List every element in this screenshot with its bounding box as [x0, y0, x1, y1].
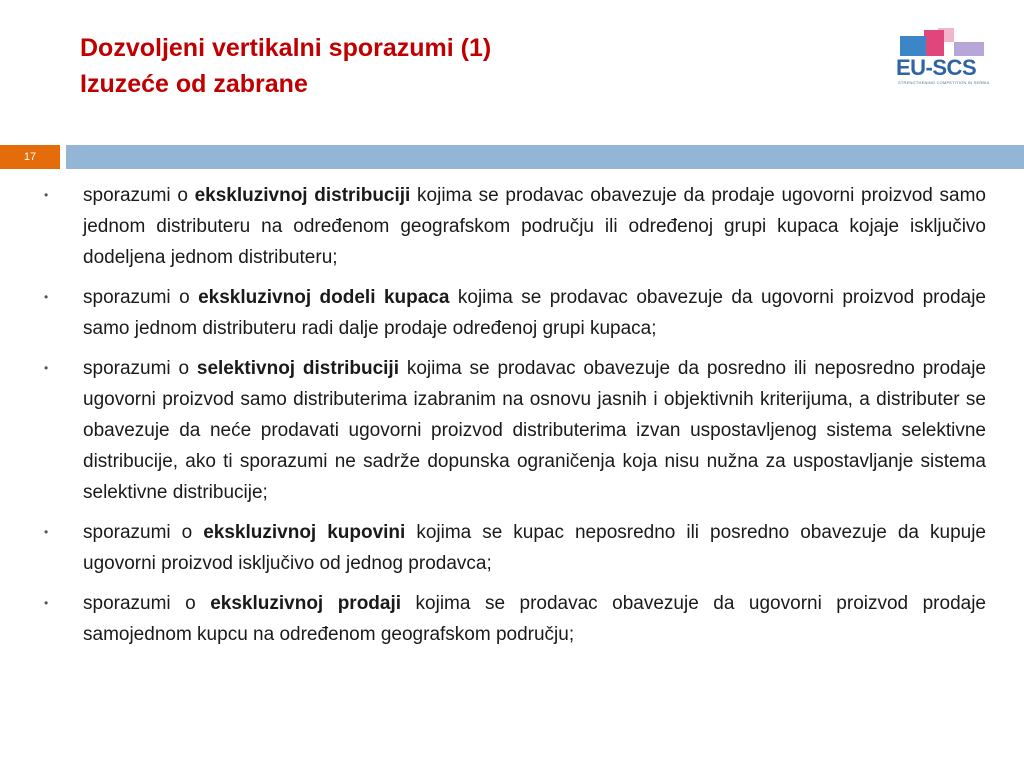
logo-square-blue	[900, 36, 926, 56]
logo-tagline: STRENGTHENING COMPETITION IN SERBIA	[898, 80, 990, 85]
item-rest: kojima se prodavac obavezuje da ugovorni proizvod prodaje samo jednom distributeru radi dalje prodaje određenoj grupi kupaca;	[83, 287, 986, 339]
bullet-icon: •	[44, 596, 49, 610]
slide-title	[80, 30, 491, 102]
item-prefix: sporazumi o	[83, 185, 195, 206]
item-rest: kojima se prodavac obavezuje da prodaje ugovorni proizvod samo jednom distributeru na određenom geografskom području ili određenoj grupi kupaca kojaje isključivo dodeljena jednom distributeru;	[83, 185, 986, 268]
logo-square-pink	[924, 30, 944, 56]
item-bold-term: ekskluzivnoj kupovini	[203, 522, 406, 543]
bullet-icon: •	[44, 361, 49, 375]
item-rest: kojima se prodavac obavezuje da ugovorni proizvod prodaje samojednom kupcu na određenom geografskom području;	[83, 593, 986, 645]
item-prefix: sporazumi o	[83, 358, 197, 379]
bullet-icon: •	[44, 290, 49, 304]
title-line-1: Dozvoljeni vertikalni sporazumi (1)	[80, 34, 492, 62]
list-item	[44, 588, 986, 650]
item-bold-term: ekskluzivnoj dodeli kupaca	[198, 287, 450, 308]
title-line-2: Izuzeće od zabrane	[80, 70, 308, 98]
bullet-icon: •	[44, 188, 49, 202]
item-prefix: sporazumi o	[83, 593, 211, 614]
list-item	[44, 517, 986, 579]
item-prefix: sporazumi o	[83, 522, 204, 543]
header-band	[66, 145, 1024, 169]
eu-scs-logo	[896, 26, 988, 90]
list-item	[44, 353, 986, 508]
slide-number: 17	[0, 145, 60, 169]
logo-square-lavender	[954, 42, 984, 56]
item-bold-term: ekskluzivnoj distribuciji	[194, 185, 411, 206]
logo-text: EU-SCS	[896, 55, 977, 80]
item-rest: kojima se prodavac obavezuje da posredno ili neposredno prodaje ugovorni proizvod samo distributerima izabranim na osnovu jasnih i objektivnih kriterijuma, a distributer se obavezuje da neće prodavati ugovorni proizvod distributerima izvan uspostavljenog sistema selektivne distribucije, ako ti sporazumi ne sadrže dopunska ograničenja koja nisu nužna za uspostavljanje sistema selektivne distribucije;	[83, 358, 986, 503]
bullet-list	[44, 180, 986, 659]
bullet-icon: •	[44, 525, 49, 539]
item-bold-term: ekskluzivnoj prodaji	[210, 593, 402, 614]
list-item	[44, 282, 986, 344]
item-bold-term: selektivnoj distribuciji	[196, 358, 399, 379]
item-prefix: sporazumi o	[83, 287, 199, 308]
list-item	[44, 180, 986, 273]
item-rest: kojima se kupac neposredno ili posredno obavezuje da kupuje ugovorni proizvod isključivo od jednog prodavca;	[83, 522, 986, 574]
